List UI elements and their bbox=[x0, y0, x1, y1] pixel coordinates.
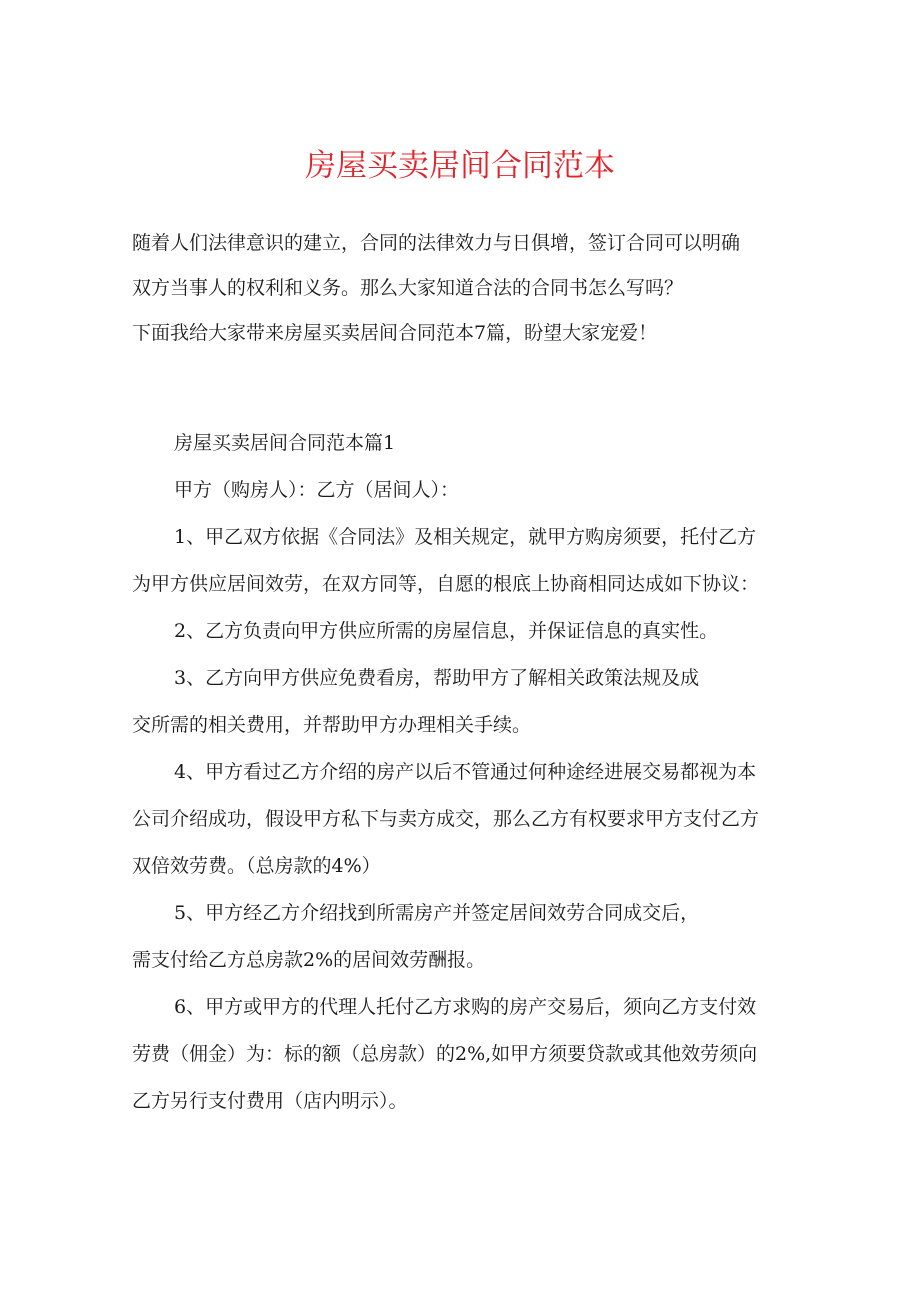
clause-1-line: 为甲方供应居间效劳，在双方同等，自愿的根底上协商相同达成如下协议： bbox=[132, 573, 760, 595]
clause-4-line: 4、甲方看过乙方介绍的房产以后不管通过何种途经进展交易都视为本 bbox=[174, 761, 757, 783]
clause-3-line: 3、乙方向甲方供应免费看房，帮助甲方了解相关政策法规及成 bbox=[174, 667, 700, 689]
intro-line: 随着人们法律意识的建立，合同的法律效力与日俱增，签订合同可以明确 bbox=[132, 232, 741, 254]
clause-5-line: 需支付给乙方总房款2%的居间效劳酬报。 bbox=[132, 949, 486, 971]
clause-2-line: 2、乙方负责向甲方供应所需的房屋信息，并保证信息的真实性。 bbox=[174, 620, 719, 642]
intro-line: 下面我给大家带来房屋买卖居间合同范本7篇，盼望大家宠爱！ bbox=[132, 322, 658, 344]
clause-3-line: 交所需的相关费用，并帮助甲方办理相关手续。 bbox=[132, 714, 532, 736]
clause-4-line: 公司介绍成功，假设甲方私下与卖方成交，那么乙方有权要求甲方支付乙方 bbox=[132, 808, 760, 830]
contract-body bbox=[132, 420, 792, 1125]
parties-line: 甲方（购房人）：乙方（居间人）： bbox=[174, 479, 460, 501]
clause-6-line: 6、甲方或甲方的代理人托付乙方求购的房产交易后，须向乙方支付效 bbox=[174, 996, 757, 1018]
clause-4-line: 双倍效劳费。（总房款的4%） bbox=[132, 855, 381, 877]
intro-line: 双方当事人的权利和义务。那么大家知道合法的合同书怎么写吗？ bbox=[132, 277, 684, 299]
clause-1-line: 1、甲乙双方依据《合同法》及相关规定，就甲方购房须要，托付乙方 bbox=[174, 526, 757, 548]
document-title: 房屋买卖居间合同范本 bbox=[305, 148, 615, 184]
section-heading: 房屋买卖居间合同范本篇1 bbox=[174, 432, 396, 454]
clause-5-line: 5、甲方经乙方介绍找到所需房产并签定居间效劳合同成交后， bbox=[174, 902, 700, 924]
clause-6-line: 乙方另行支付费用（店内明示）。 bbox=[132, 1090, 408, 1112]
intro-paragraph bbox=[132, 221, 792, 356]
clause-6-line: 劳费（佣金）为：标的额（总房款）的2%,如甲方须要贷款或其他效劳须向 bbox=[132, 1043, 758, 1065]
